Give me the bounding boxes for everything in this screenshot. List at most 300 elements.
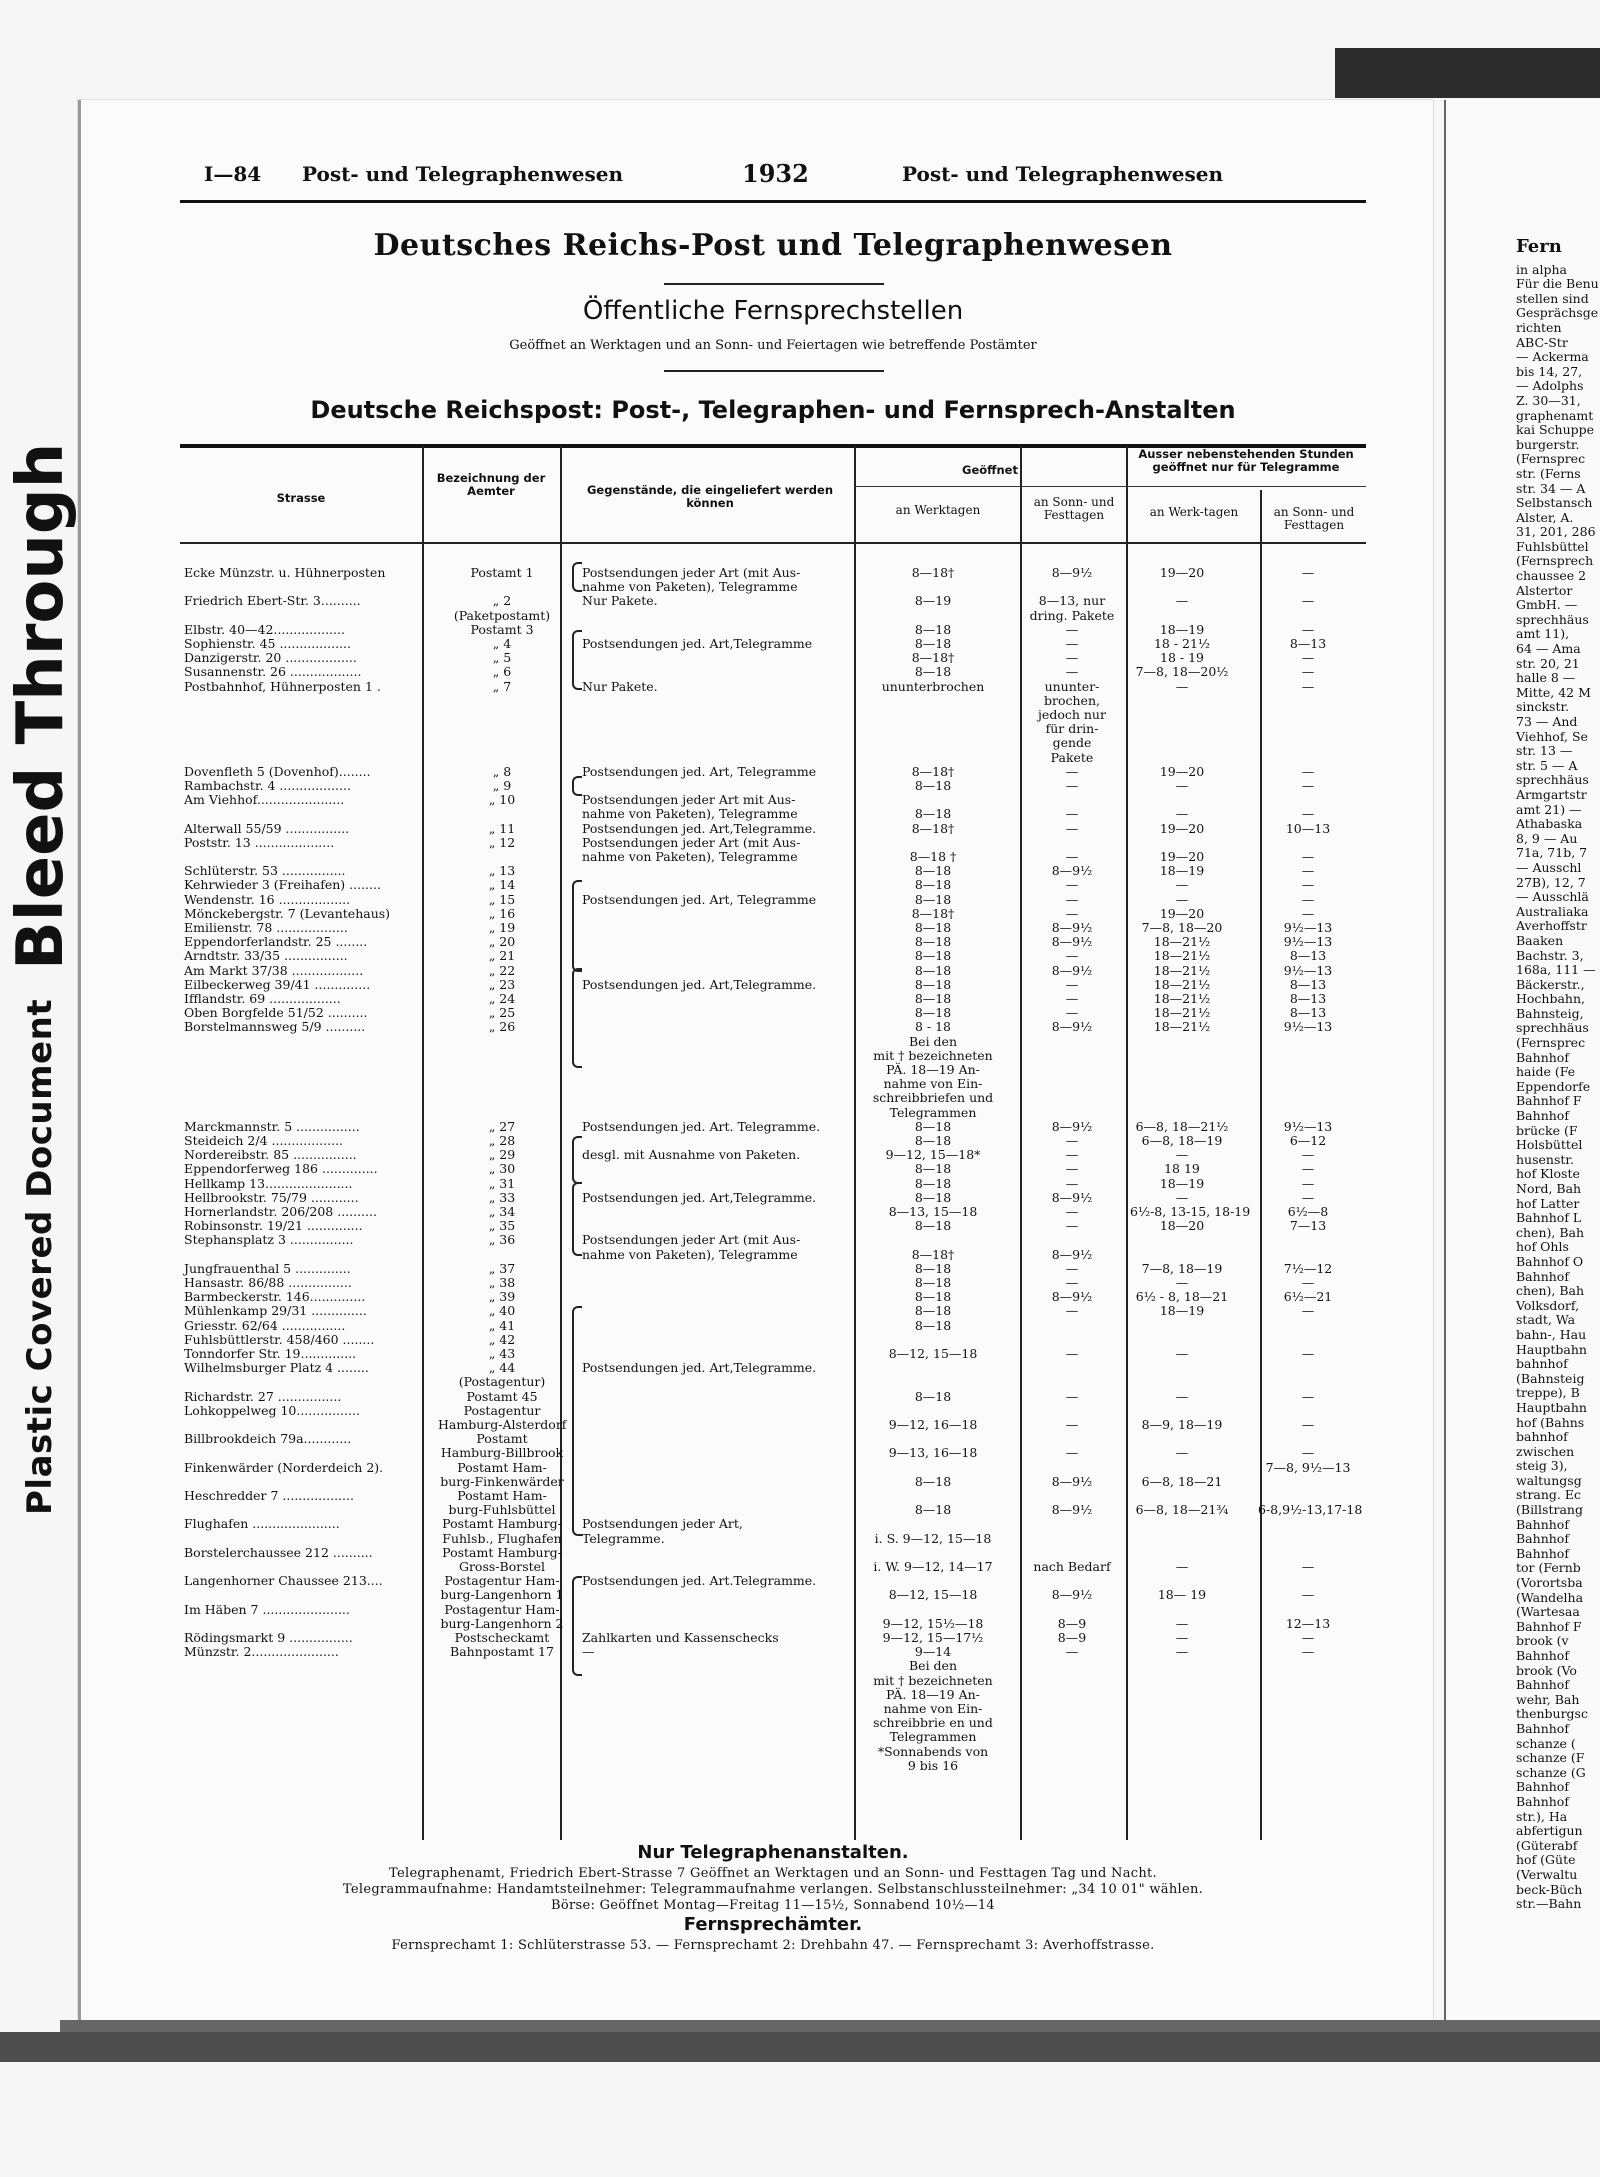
- cell-sonntagen: —: [1065, 1303, 1079, 1319]
- cell-telegramm-werk: —: [1175, 877, 1189, 893]
- cell-amt: „ 11: [488, 820, 516, 836]
- cell-werktagen: ununterbrochen: [881, 678, 985, 694]
- right-page-line: bahnhof: [1516, 1429, 1568, 1445]
- cell-strasse: Steideich 2/4 ..................: [184, 1133, 344, 1148]
- cell-amt: „ 7: [492, 678, 512, 694]
- cell-sonntagen: —: [1065, 650, 1079, 666]
- right-page-line: Bahnhof: [1516, 1268, 1569, 1284]
- cell-strasse: Eppendorferlandstr. 25 ........: [184, 934, 368, 950]
- cell-werktagen: 8—12, 15—18: [888, 1587, 978, 1603]
- right-page-line: Selbstansch: [1516, 495, 1593, 511]
- right-page-line: Averhoffstr: [1516, 918, 1587, 934]
- cell-werktagen: 8—18 †: [909, 849, 957, 864]
- right-page-line: richten: [1516, 319, 1562, 335]
- cell-amt: „ 28: [488, 1133, 516, 1148]
- cell-amt: „ 26: [488, 1019, 516, 1035]
- right-page-line: sprechhäus: [1516, 1020, 1589, 1036]
- cell-sonntagen: —: [1065, 891, 1079, 907]
- cell-amt: „ 37: [488, 1260, 516, 1276]
- cell-telegramm-sonn: —: [1301, 1388, 1315, 1404]
- cell-amt: „ 10: [488, 792, 516, 808]
- cell-sonntagen: 8—13, nur: [1038, 593, 1106, 609]
- cell-strasse: Borstelmannsweg 5/9 ..........: [184, 1019, 366, 1035]
- cell-strasse: Heschredder 7 ..................: [184, 1488, 354, 1503]
- cell-telegramm-werk: —: [1175, 1615, 1189, 1631]
- right-page-line: — Ackerma: [1516, 349, 1589, 365]
- cell-sonntagen: —: [1065, 1005, 1079, 1021]
- table-row: [180, 1106, 1366, 1120]
- cell-amt: „ 14: [488, 877, 516, 893]
- cell-amt: Bahnpostamt 17: [450, 1644, 554, 1660]
- cell-amt: burg-Langenhorn 1: [440, 1587, 564, 1603]
- cell-telegramm-sonn: —: [1301, 1630, 1315, 1645]
- right-page-line: bis 14, 27,: [1516, 363, 1583, 379]
- table-row: [180, 1574, 1366, 1588]
- table-row: [180, 1432, 1366, 1446]
- cell-telegramm-sonn: —: [1301, 1587, 1315, 1603]
- right-page-line: halle 8 —: [1516, 670, 1576, 686]
- cell-amt: Postagentur Ham-: [444, 1573, 560, 1589]
- cell-telegramm-werk: —: [1175, 891, 1189, 907]
- right-page-line: Bahnhof: [1516, 1049, 1569, 1065]
- cell-amt: „ 35: [488, 1218, 516, 1234]
- table-row: [180, 1674, 1366, 1688]
- table-row: [180, 1035, 1366, 1049]
- right-page-line: schanze (G: [1516, 1764, 1586, 1780]
- cell-sonntagen: dring. Pakete: [1029, 607, 1115, 623]
- cell-werktagen: 8—18: [914, 1388, 952, 1404]
- cell-amt: „ 44: [488, 1360, 516, 1376]
- right-page-line: Bahnsteig,: [1516, 1005, 1584, 1021]
- cell-telegramm-sonn: 6—12: [1289, 1133, 1327, 1148]
- table-row: [180, 1759, 1366, 1773]
- cell-strasse: Im Häben 7 ......................: [184, 1601, 350, 1617]
- cell-telegramm-werk: 6—8, 18—19: [1141, 1133, 1223, 1148]
- cell-strasse: Oben Borgfelde 51/52 ..........: [184, 1005, 368, 1021]
- cell-werktagen: 8—18: [914, 934, 952, 950]
- cell-werktagen: 8—18: [914, 1317, 952, 1333]
- right-page-edge: [1444, 100, 1600, 2020]
- cell-sonntagen: —: [1065, 849, 1079, 864]
- cell-werktagen: i. S. 9—12, 15—18: [874, 1530, 992, 1546]
- right-page-line: GmbH. —: [1516, 597, 1578, 613]
- right-page-line: (Fernsprech: [1516, 553, 1594, 569]
- table-row: [180, 1745, 1366, 1759]
- right-page-line: Bahnhof: [1516, 1793, 1569, 1809]
- header-left: Post- und Telegraphenwesen: [302, 162, 624, 186]
- cell-gegenstaende: nahme von Paketen), Telegramme: [582, 806, 798, 822]
- cell-amt: Postscheckamt: [454, 1630, 550, 1645]
- cell-telegramm-werk: 18—21½: [1153, 991, 1211, 1006]
- right-page-line: 8, 9 — Au: [1516, 830, 1578, 846]
- right-page-line: bahn-, Hau: [1516, 1326, 1587, 1342]
- cell-strasse: Marckmannstr. 5 ................: [184, 1118, 360, 1134]
- cell-telegramm-sonn: —: [1301, 621, 1315, 637]
- cell-telegramm-sonn: —: [1301, 678, 1315, 694]
- table-row: [180, 935, 1366, 949]
- cell-werktagen: 8—18: [914, 1133, 952, 1148]
- cell-telegramm-werk: —: [1175, 1559, 1189, 1574]
- right-page-line: — Ausschlä: [1516, 889, 1589, 905]
- cell-telegramm-sonn: —: [1301, 1303, 1315, 1319]
- cell-werktagen: 9—14: [914, 1644, 952, 1660]
- table-row: [180, 1390, 1366, 1404]
- right-page-line: 73 — And: [1516, 714, 1578, 729]
- cell-telegramm-sonn: —: [1301, 863, 1315, 879]
- table-row: [180, 1191, 1366, 1205]
- cell-sonntagen: 8—9: [1057, 1615, 1087, 1631]
- cell-strasse: Mönckebergstr. 7 (Levantehaus): [184, 905, 391, 921]
- right-page-line: (Wartesaa: [1516, 1604, 1580, 1620]
- telegraph-title: Nur Telegraphenanstalten.: [637, 1842, 909, 1863]
- table-row: [180, 1162, 1366, 1176]
- cell-amt: „ 39: [488, 1289, 516, 1305]
- cell-amt: „ 24: [488, 991, 516, 1006]
- cell-telegramm-sonn: —: [1301, 1189, 1315, 1205]
- cell-telegramm-sonn: —: [1301, 849, 1315, 864]
- cell-telegramm-sonn: —: [1301, 593, 1315, 609]
- cell-amt: Postagentur Ham-: [444, 1601, 560, 1617]
- cell-telegramm-sonn: —: [1301, 1559, 1315, 1574]
- cell-werktagen: 8—18†: [911, 650, 955, 666]
- cell-strasse: Postbahnhof, Hühnerposten 1 .: [184, 678, 381, 694]
- right-page-line: husenstr.: [1516, 1151, 1574, 1167]
- table-row: [180, 1517, 1366, 1531]
- cell-werktagen: 8—18†: [911, 820, 955, 836]
- fernsprech-line: Fernsprechamt 1: Schlüterstrasse 53. — Fernsprechamt 2: Drehbahn 47. — Fernsprechamt 3: Averhoffstrasse.: [391, 1938, 1155, 1953]
- cell-werktagen: 8—18: [914, 806, 952, 822]
- cell-strasse: Ifflandstr. 69 ..................: [184, 991, 341, 1006]
- cell-telegramm-werk: 19—20: [1159, 905, 1205, 921]
- col-sonn: an Sonn- und Festtagen: [1033, 495, 1115, 522]
- cell-telegramm-sonn: 8—13: [1289, 1005, 1327, 1021]
- header-right: Post- und Telegraphenwesen: [902, 162, 1224, 186]
- fernsprech-title: Fernsprechämter.: [683, 1914, 863, 1935]
- cell-strasse: Griesstr. 62/64 ................: [184, 1317, 346, 1333]
- col-strasse: Strasse: [276, 491, 326, 505]
- table-row: [180, 580, 1366, 594]
- cell-telegramm-werk: 18— 19: [1157, 1587, 1207, 1603]
- cell-strasse: Friedrich Ebert-Str. 3..........: [184, 593, 361, 609]
- cell-amt: burg-Fuhlsbüttel: [448, 1502, 556, 1518]
- table-row: [180, 1262, 1366, 1276]
- cell-sonntagen: —: [1065, 820, 1079, 836]
- cell-amt: „ 21: [488, 948, 516, 964]
- right-page-line: 71a, 71b, 7: [1516, 845, 1588, 861]
- right-page-line: 31, 201, 286: [1516, 524, 1596, 540]
- cell-gegenstaende: Telegramme.: [582, 1530, 665, 1546]
- cell-telegramm-werk: —: [1175, 1275, 1189, 1290]
- cell-strasse: Münzstr. 2......................: [184, 1644, 339, 1660]
- cell-sonntagen: —: [1065, 1204, 1079, 1219]
- cell-telegramm-sonn: —: [1301, 565, 1315, 580]
- cell-werktagen: 8—18†: [911, 905, 955, 921]
- cell-gegenstaende: nahme von Paketen), Telegramme: [582, 579, 798, 595]
- main-title: Deutsches Reichs-Post und Telegraphenwesen: [373, 228, 1173, 263]
- cell-strasse: Poststr. 13 ....................: [184, 834, 335, 850]
- cell-telegramm-sonn: 6½—21: [1283, 1289, 1333, 1305]
- right-page-line: str. 34 — A: [1516, 480, 1586, 496]
- right-page-line: (Wandelha: [1516, 1589, 1584, 1605]
- cell-sonntagen: 8—9½: [1051, 565, 1093, 580]
- right-page-line: Bahnhof: [1516, 1677, 1569, 1693]
- right-page-line: chen), Bah: [1516, 1283, 1585, 1299]
- right-page-line: Z. 30—31,: [1516, 392, 1581, 408]
- cell-amt: Postamt Hamburg-: [442, 1544, 562, 1560]
- cell-sonntagen: —: [1065, 763, 1079, 779]
- cell-sonntagen: Pakete: [1050, 749, 1094, 765]
- table-row: [180, 1404, 1366, 1418]
- cell-sonntagen: 8—9½: [1051, 920, 1093, 935]
- cell-telegramm-sonn: 8—13: [1289, 991, 1327, 1006]
- cell-gegenstaende: Postsendungen jed. Art,Telegramme.: [582, 820, 817, 836]
- cell-werktagen: 8—18: [914, 877, 952, 893]
- cell-amt: „ 8: [492, 763, 512, 779]
- cell-gegenstaende: Postsendungen jed. Art. Telegramme.: [582, 1118, 821, 1134]
- right-page-line: burgerstr.: [1516, 436, 1580, 452]
- right-page-line: schanze (F: [1516, 1750, 1585, 1766]
- cell-sonntagen: gende: [1052, 735, 1092, 751]
- cell-telegramm-sonn: 6-8,9½-13,17-18: [1258, 1502, 1363, 1518]
- right-page-line: hof (Bahns: [1516, 1414, 1585, 1430]
- right-page-line: Bachstr. 3,: [1516, 947, 1584, 963]
- cell-sonntagen: —: [1065, 1346, 1079, 1361]
- cell-werktagen: nahme von Ein-: [883, 1076, 983, 1092]
- cell-sonntagen: 8—9: [1057, 1630, 1087, 1645]
- cell-telegramm-sonn: —: [1301, 664, 1315, 680]
- cell-werktagen: 8—18: [914, 1118, 952, 1134]
- table-row: [180, 665, 1366, 679]
- cell-telegramm-sonn: —: [1301, 763, 1315, 779]
- header-bottom-rule: [180, 542, 1366, 544]
- right-page-line: (Fernsprec: [1516, 451, 1586, 467]
- cell-telegramm-werk: 18—19: [1159, 1303, 1205, 1319]
- cell-werktagen: 8—18: [914, 1502, 952, 1518]
- table-row: [180, 1560, 1366, 1574]
- table-row: [180, 736, 1366, 750]
- table-row: [180, 1333, 1366, 1347]
- cell-sonntagen: —: [1065, 806, 1079, 822]
- cell-telegramm-werk: 18—21½: [1153, 962, 1211, 978]
- right-page-line: hof (Güte: [1516, 1852, 1576, 1868]
- cell-telegramm-sonn: 8—13: [1289, 948, 1327, 964]
- table-row: [180, 1091, 1366, 1105]
- cell-strasse: Kehrwieder 3 (Freihafen) ........: [184, 877, 381, 893]
- cell-telegramm-sonn: 7—8, 9½—13: [1265, 1459, 1351, 1475]
- table-row: [180, 850, 1366, 864]
- cell-amt: „ 30: [488, 1161, 516, 1177]
- cell-strasse: Eilbeckerweg 39/41 ..............: [184, 976, 371, 992]
- cell-sonntagen: —: [1065, 1175, 1079, 1191]
- table-row: [180, 1219, 1366, 1233]
- right-page-line: Australiaka: [1516, 903, 1589, 919]
- cell-sonntagen: —: [1065, 664, 1079, 680]
- cell-strasse: Hellbrookstr. 75/79 ............: [184, 1189, 359, 1205]
- cell-telegramm-sonn: —: [1301, 1445, 1315, 1461]
- cell-sonntagen: —: [1065, 1218, 1079, 1234]
- cell-strasse: Nordereibstr. 85 ................: [184, 1147, 357, 1163]
- table-row: [180, 594, 1366, 608]
- col-sonn2: an Sonn- und Festtagen: [1273, 505, 1355, 532]
- cell-strasse: Richardstr. 27 ................: [184, 1388, 342, 1404]
- table-row: [180, 1418, 1366, 1432]
- right-page-line: ABC-Str: [1516, 334, 1568, 350]
- cell-telegramm-sonn: —: [1301, 1644, 1315, 1660]
- right-page-line: str.), Ha: [1516, 1808, 1568, 1824]
- right-page-line: Athabaska: [1516, 816, 1583, 832]
- cell-strasse: Alterwall 55/59 ................: [184, 820, 350, 836]
- right-page-line: Bahnhof: [1516, 1108, 1569, 1124]
- right-page-line: Mitte, 42 M: [1516, 684, 1591, 700]
- table-row: [180, 1603, 1366, 1617]
- right-page-line: sprechhäus: [1516, 611, 1589, 627]
- cell-werktagen: 8—18: [914, 1161, 952, 1177]
- cell-werktagen: i. W. 9—12, 14—17: [873, 1559, 993, 1574]
- right-page-line: treppe), B: [1516, 1385, 1580, 1401]
- cell-strasse: Borstelerchaussee 212 ..........: [184, 1544, 373, 1560]
- cell-amt: „ 2: [492, 593, 512, 609]
- right-page-line: Bahnhof L: [1516, 1210, 1582, 1226]
- table-row: [180, 1461, 1366, 1475]
- side-label: [0, 442, 78, 1520]
- cell-werktagen: 8—18: [914, 1473, 952, 1489]
- cell-amt: „ 34: [488, 1204, 516, 1219]
- table-row: [180, 978, 1366, 992]
- table-row: [180, 779, 1366, 793]
- right-page-line: chaussee 2: [1516, 568, 1587, 584]
- cell-telegramm-werk: 18—19: [1159, 621, 1205, 637]
- cell-amt: „ 25: [488, 1005, 516, 1021]
- right-page-line: sprechhäus: [1516, 772, 1589, 788]
- cell-sonntagen: —: [1065, 1417, 1079, 1432]
- cell-sonntagen: 8—9½: [1051, 1189, 1093, 1205]
- cell-amt: „ 19: [488, 920, 516, 935]
- cell-gegenstaende: Postsendungen jed. Art,Telegramme.: [582, 1189, 817, 1205]
- cell-gegenstaende: Postsendungen jeder Art mit Aus-: [582, 792, 796, 808]
- table-row: [180, 1020, 1366, 1034]
- right-page-line: Viehhof, Se: [1516, 728, 1588, 744]
- right-page-line: graphenamt: [1516, 407, 1594, 423]
- table-row: [180, 680, 1366, 694]
- subtitle-note: Geöffnet an Werktagen und an Sonn- und Feiertagen wie betreffende Postämter: [509, 338, 1037, 353]
- cell-telegramm-werk: —: [1175, 678, 1189, 694]
- right-page-line: str. 13 —: [1516, 743, 1573, 759]
- right-page-line: amt 21) —: [1516, 801, 1582, 817]
- cell-werktagen: 8—18: [914, 948, 952, 964]
- cell-werktagen: mit † bezeichneten: [873, 1047, 993, 1063]
- cell-sonntagen: 8—9½: [1051, 1246, 1093, 1262]
- right-page-line: hof Ohls: [1516, 1239, 1569, 1255]
- cell-gegenstaende: Postsendungen jed. Art, Telegramme: [582, 763, 817, 779]
- cell-amt: Postamt Hamburg-: [442, 1516, 562, 1532]
- cell-telegramm-sonn: 9½—13: [1283, 962, 1333, 978]
- cell-telegramm-werk: 7—8, 18—19: [1141, 1260, 1223, 1276]
- right-page-line: waltungsg: [1516, 1472, 1582, 1488]
- cell-sonntagen: 8—9½: [1051, 1019, 1093, 1035]
- cell-telegramm-werk: 7—8, 18—20: [1141, 920, 1223, 935]
- cell-amt: „ 29: [488, 1147, 516, 1163]
- cell-telegramm-werk: 6—8, 18—21½: [1135, 1118, 1229, 1134]
- cell-sonntagen: —: [1065, 991, 1079, 1006]
- table-row: [180, 1361, 1366, 1375]
- cell-amt: (Paketpostamt): [453, 607, 551, 623]
- cell-werktagen: 8—18: [914, 664, 952, 680]
- cell-telegramm-sonn: 9½—13: [1283, 920, 1333, 935]
- plastic-covered-label: Plastic Covered Document: [20, 998, 60, 1515]
- cell-amt: „ 36: [488, 1232, 516, 1248]
- cell-telegramm-sonn: —: [1301, 1275, 1315, 1290]
- table-row: [180, 921, 1366, 935]
- table-row: [180, 1702, 1366, 1716]
- table-row: [180, 1347, 1366, 1361]
- table-row: [180, 1688, 1366, 1702]
- table-row: [180, 651, 1366, 665]
- cell-strasse: Flughafen ......................: [184, 1516, 340, 1532]
- cell-werktagen: Telegrammen: [889, 1729, 977, 1745]
- table-row: [180, 1063, 1366, 1077]
- cell-werktagen: 8—13, 15—18: [888, 1204, 978, 1219]
- cell-werktagen: 8—18: [914, 863, 952, 879]
- table-row: [180, 1134, 1366, 1148]
- cell-strasse: Rödingsmarkt 9 ................: [184, 1630, 353, 1645]
- table-row: [180, 1631, 1366, 1645]
- cell-strasse: Lohkoppelweg 10................: [184, 1402, 360, 1418]
- cell-gegenstaende: nahme von Paketen), Telegramme: [582, 849, 798, 864]
- cell-gegenstaende: nahme von Paketen), Telegramme: [582, 1246, 798, 1262]
- cell-sonntagen: —: [1065, 1445, 1079, 1461]
- cell-telegramm-werk: —: [1175, 806, 1189, 822]
- cell-telegramm-werk: 18 - 19: [1160, 650, 1204, 666]
- cell-werktagen: 8—18: [914, 1275, 952, 1290]
- cell-strasse: Finkenwärder (Norderdeich 2).: [184, 1459, 384, 1475]
- table-row: [180, 637, 1366, 651]
- right-page-line: Alster, A.: [1516, 509, 1574, 525]
- cell-amt: Postagentur: [463, 1402, 541, 1418]
- cell-telegramm-werk: 18—21½: [1153, 1019, 1211, 1035]
- cell-amt: „ 41: [488, 1317, 516, 1333]
- cell-telegramm-sonn: 9½—13: [1283, 1118, 1333, 1134]
- cell-telegramm-sonn: —: [1301, 1346, 1315, 1361]
- right-page-line: (Fernsprec: [1516, 1035, 1586, 1051]
- table-row: [180, 1503, 1366, 1517]
- cell-amt: „ 31: [488, 1175, 516, 1191]
- cell-sonntagen: 8—9½: [1051, 934, 1093, 950]
- table-row: [180, 1006, 1366, 1020]
- cell-strasse: Jungfrauenthal 5 ..............: [184, 1260, 351, 1276]
- table-row: [180, 864, 1366, 878]
- cell-gegenstaende: Postsendungen jed. Art,Telegramme.: [582, 1360, 817, 1376]
- table-row: [180, 751, 1366, 765]
- right-page-line: — Adolphs: [1516, 378, 1584, 394]
- cell-strasse: Am Viehhof......................: [184, 792, 345, 808]
- cell-amt: „ 13: [488, 863, 516, 879]
- cell-werktagen: 8 - 18: [914, 1019, 952, 1035]
- table-row: [180, 1489, 1366, 1503]
- cell-amt: Postamt 45: [466, 1388, 538, 1404]
- table-row: [180, 1077, 1366, 1091]
- right-page-line: Bahnhof: [1516, 1531, 1569, 1547]
- table-row: [180, 1319, 1366, 1333]
- right-page-line: Holsbüttel: [1516, 1137, 1583, 1153]
- cell-amt: „ 4: [492, 636, 512, 651]
- cell-telegramm-sonn: 10—13: [1285, 820, 1331, 836]
- table-row: [180, 623, 1366, 637]
- col-bezeichnung: Bezeichnung der Aemter: [436, 471, 546, 498]
- cell-strasse: Danzigerstr. 20 ..................: [184, 650, 357, 666]
- cell-werktagen: 8—12, 15—18: [888, 1346, 978, 1361]
- table-row: [180, 1645, 1366, 1659]
- section-title: Deutsche Reichspost: Post-, Telegraphen- und Fernsprech-Anstalten: [310, 396, 1236, 424]
